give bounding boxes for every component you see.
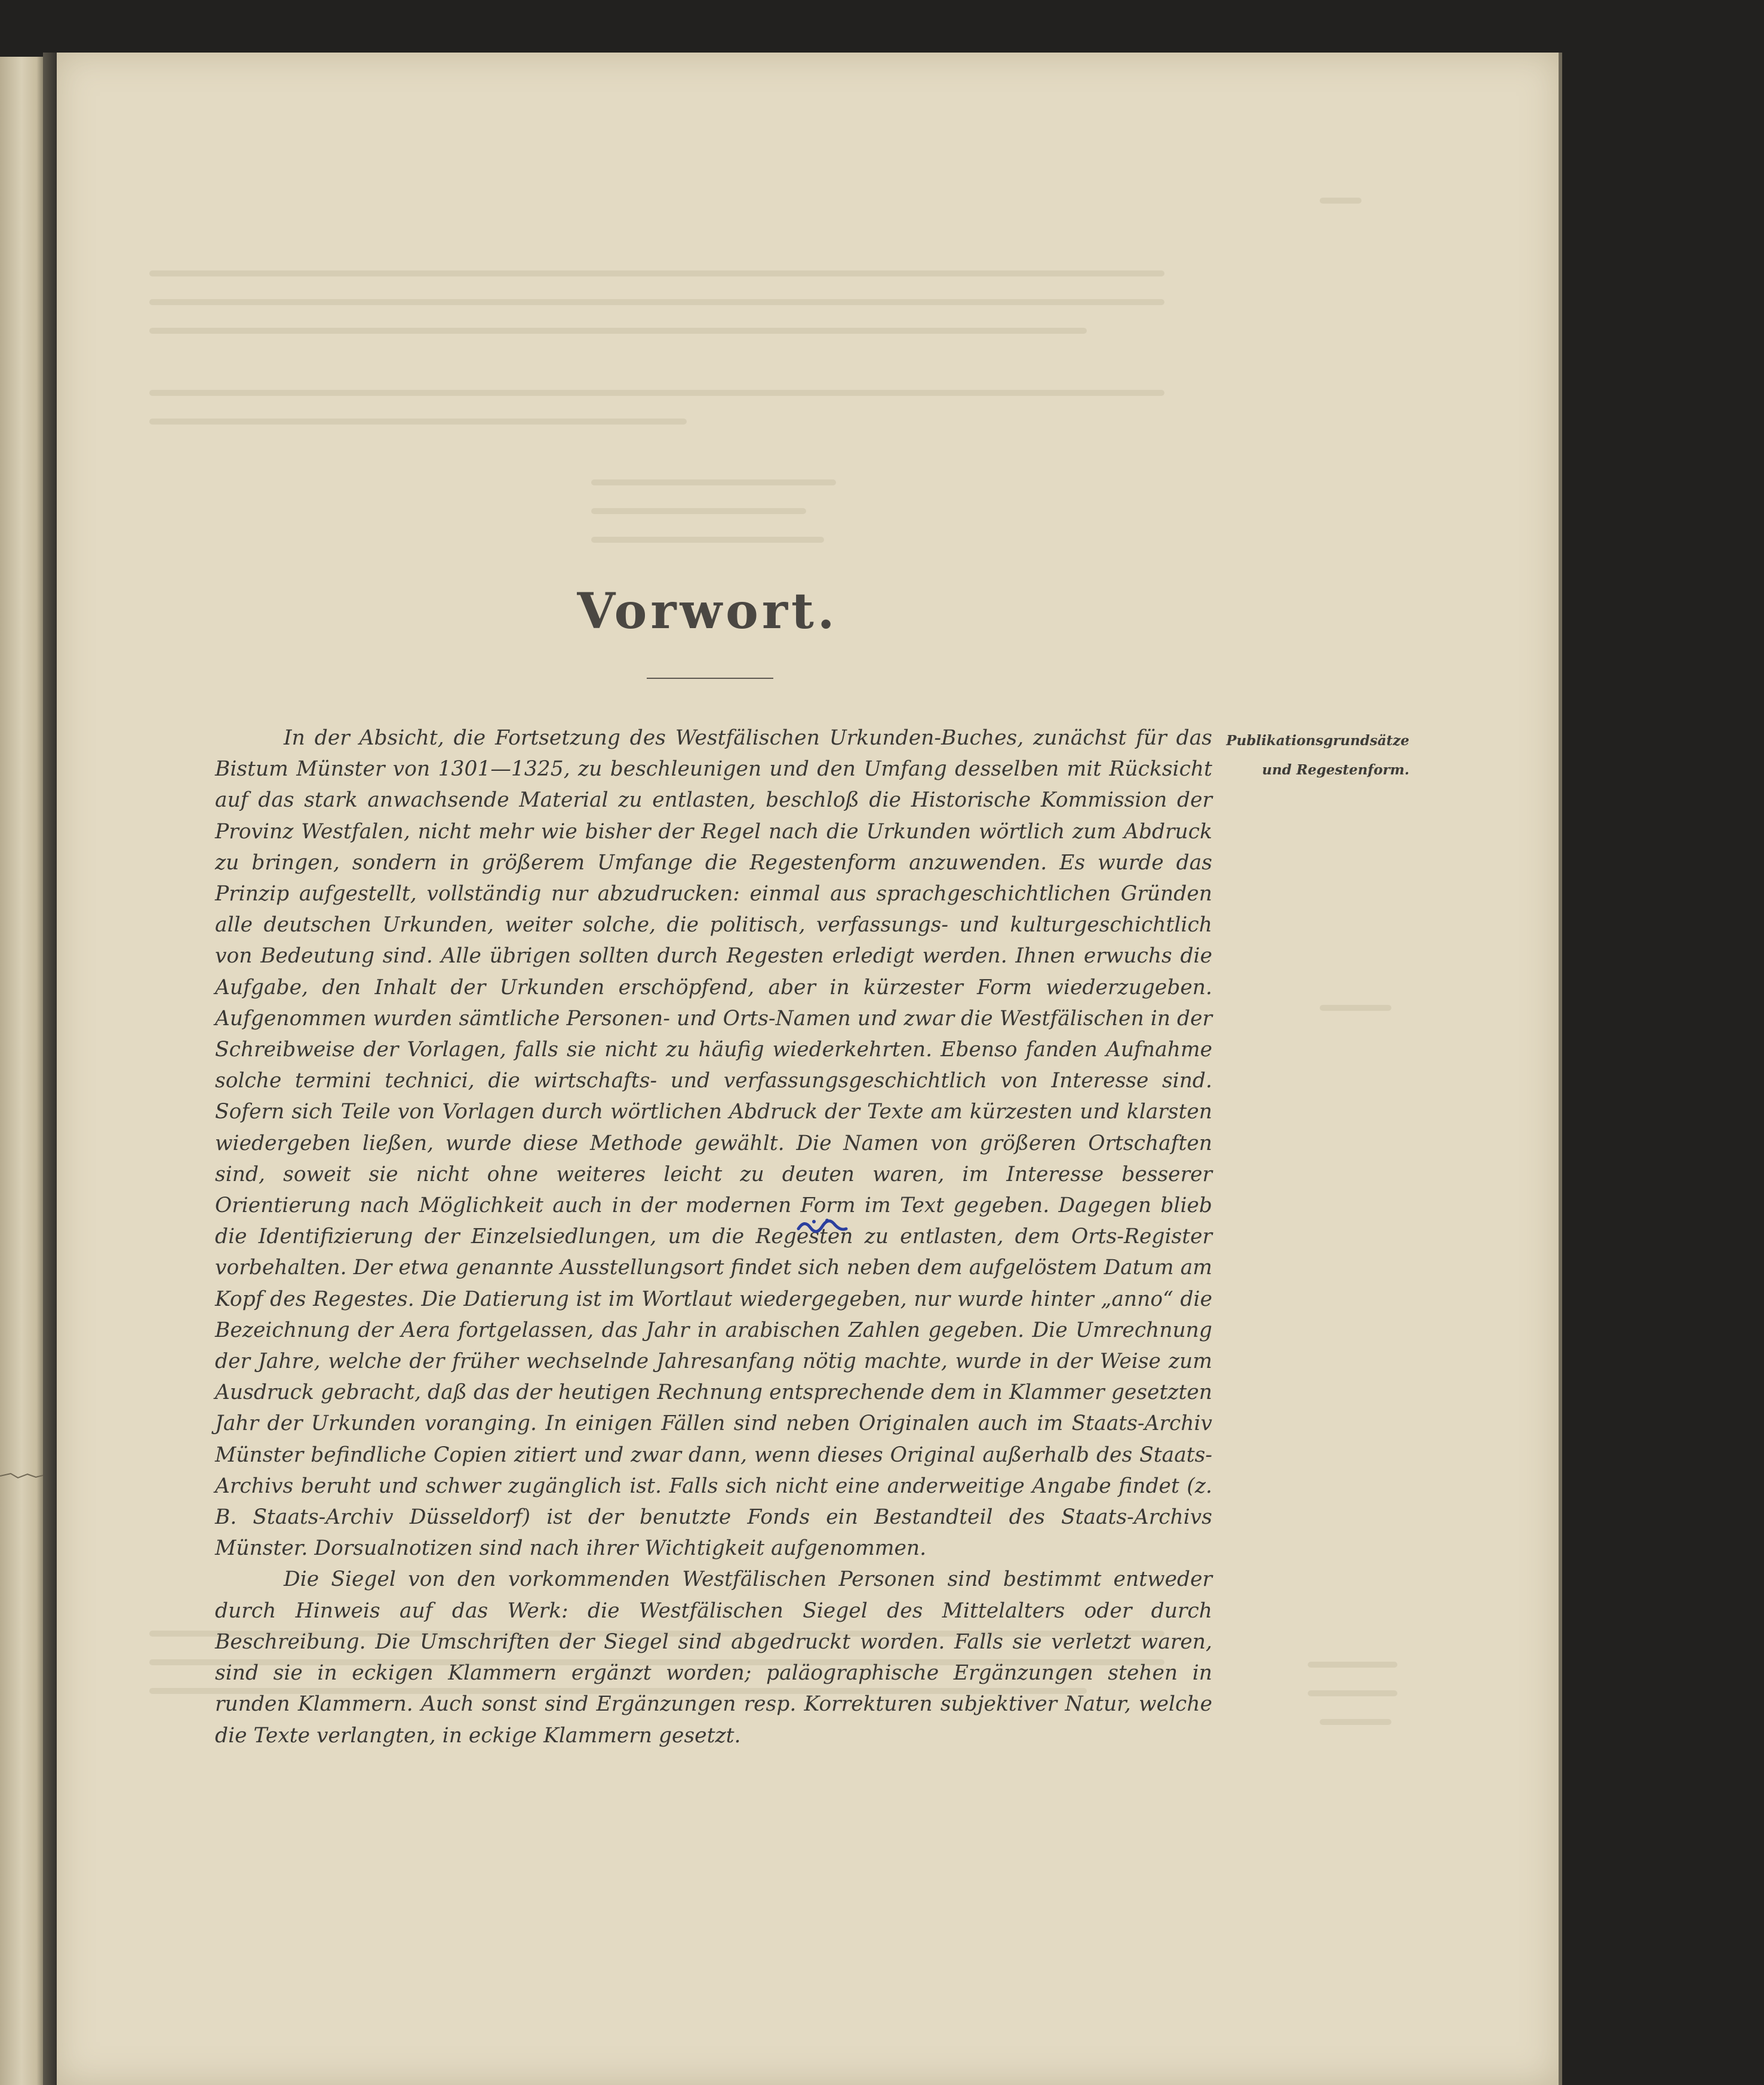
body-text xyxy=(215,722,1212,1751)
previous-page-edge xyxy=(0,57,43,2085)
margin-note: Publikationsgrundsätze und Regestenform. xyxy=(1226,733,1409,778)
paragraph-2: Die Siegel von den vorkommenden Westfälischen Personen sind bestimmt entweder durch Hinweis auf das Werk: die Westfälischen Siegel des Mittelalters oder durch Beschreibung. Die Umschriften der Siegel sind abgedruckt worden. Falls sie verletzt waren, sind sie in eckigen Klammern ergänzt worden; paläographische Ergänzungen stehen in runden Klammern. Auch sonst sind Ergänzungen resp. Korrekturen subjektiver Natur, welche die Texte verlangten, in eckige Klammern gesetzt. xyxy=(215,1567,1212,1748)
paragraph-1: In der Absicht, die Fortsetzung des Westfälischen Urkunden-Buches, zunächst für das Bistum Münster von 1301—1325, zu beschleunigen und den Umfang desselben mit Rücksicht auf das stark anwachsende Material zu entlasten, beschloß die Historische Kommission der Provinz Westfalen, nicht mehr wie bisher der Regel nach die Urkunden wörtlich zum Abdruck zu bringen, sondern in größerem Umfange die Regestenform anzuwenden. Es wurde das Prinzip aufgestellt, vollständig nur abzudrucken: einmal aus sprachgeschichtlichen Gründen alle deutschen Urkunden, weiter solche, die politisch, verfassungs- und kulturgeschichtlich von Bedeutung sind. Alle übrigen sollten durch Regesten erledigt werden. Ihnen erwuchs die Aufgabe, den Inhalt der Urkunden erschöpfend, aber in kürzester Form wiederzugeben. Aufgenommen wurden sämtliche Personen- und Orts-Namen und zwar die Westfälischen in der Schreibweise der Vorlagen, falls sie nicht zu häufig wiederkehrten. Ebenso fanden Aufnahme solche termini technici, die wirtschafts- und verfassungsgeschichtlich von Interesse sind. Sofern sich Teile von Vorlagen durch wörtlichen Abdruck der Texte am kürzesten und klarsten wiedergeben ließen, wurde diese Methode gewählt. Die Namen von größeren Ortschaften sind, soweit sie nicht ohne weiteres leicht zu deuten waren, im Interesse besserer Orientierung nach Möglichkeit auch in der modernen Form im Text gegeben. Dagegen blieb die Identifizierung der Einzelsiedlungen, um die Regesten zu entlasten, dem Orts-Register vorbehalten. Der etwa genannte Ausstellungsort findet sich neben dem aufgelöstem Datum am Kopf des Regestes. Die Datierung ist im Wortlaut wiedergegeben, nur wurde hinter „anno“ die Bezeichnung der Aera fortgelassen, das Jahr in arabischen Zahlen gegeben. Die Umrechnung der Jahre, welche der früher wechselnde Jahresanfang nötig machte, wurde in der Weise zum Ausdruck gebracht, daß das der heutigen Rechnung entsprechende dem in Klammer gesetzten Jahr der Urkunden voranging. In einigen Fällen sind neben Originalen auch im Staats-Archiv Münster befindliche Copien zitiert und zwar dann, wenn dieses Original außerhalb des Staats-Archivs beruht und schwer zugänglich ist. Falls sich nicht eine anderweitige Angabe findet (z. B. Staats-Archiv Düsseldorf) ist der benutzte Fonds ein Bestandteil des Staats-Archivs Münster. Dorsualnotizen sind nach ihrer Wichtigkeit aufgenommen. xyxy=(215,726,1212,1561)
paper-tear-mark xyxy=(0,1469,43,1483)
page-edge xyxy=(1559,53,1562,2085)
page-title: Vorwort. xyxy=(577,583,838,640)
blue-ink-mark xyxy=(796,1217,849,1235)
document-page xyxy=(57,53,1559,2085)
title-divider xyxy=(647,678,773,679)
